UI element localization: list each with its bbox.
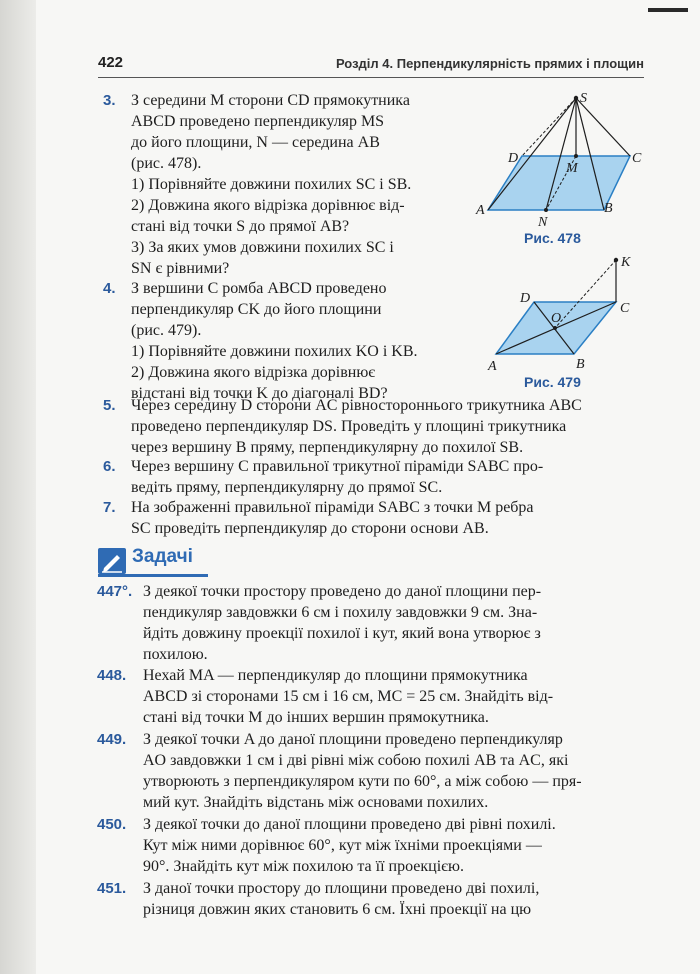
text-line: пендикуляр завдовжки 6 см і похилу завдовжки 9 см. Зна- — [143, 604, 538, 621]
task-number: 448. — [97, 667, 127, 684]
text-line: різниця довжин яких становить 6 см. Їхні проекції на цю — [143, 901, 532, 918]
figure-479-caption: Рис. 479 — [524, 374, 581, 390]
point-o — [553, 326, 557, 330]
text-line: 1) Порівняйте довжини похилих KO і KB. — [131, 343, 418, 360]
corner-mark — [648, 8, 688, 12]
point-m — [574, 154, 578, 158]
text-line: утворюють з перпендикуляром кути по 60°, а між собою — пря- — [143, 773, 582, 790]
question-4-text — [131, 278, 467, 404]
text-line: проведено перпендикуляр DS. Проведіть у площині трикутника — [131, 418, 567, 435]
text-line: відстані від точки K до діагоналі BD? — [131, 385, 388, 402]
figure-479-rhombus — [478, 250, 648, 378]
page-number: 422 — [98, 54, 124, 71]
text-line: Через середину D сторони AC рівностороннього трикутника ABC — [131, 397, 582, 414]
text-line: З деякої точки A до даної площини проведено перпендикуляр — [143, 731, 563, 748]
text-line: Через вершину C правильної трикутної піраміди SABC про- — [131, 458, 544, 475]
text-line: Кут між ними дорівнює 60°, кут між їхніми проекціями — — [143, 837, 542, 854]
label-c: C — [620, 301, 630, 316]
text-line: стані від точки S до прямої AB? — [131, 218, 350, 235]
text-line: ведіть пряму, перпендикулярну до прямої SC. — [131, 479, 443, 496]
text-line: ABCD зі сторонами 15 см і 16 см, MC = 25 см. Знайдіть від- — [143, 688, 554, 705]
point-k — [614, 258, 618, 262]
label-k: K — [621, 255, 631, 270]
tasks-title-underline — [98, 574, 208, 577]
task-number: 450. — [97, 816, 127, 833]
text-line: 2) Довжина якого відрізка дорівнює від- — [131, 197, 405, 214]
label-a: A — [488, 359, 497, 374]
edge-sc — [576, 98, 630, 156]
task-number: 447°. — [97, 583, 133, 600]
question-number: 7. — [103, 499, 116, 516]
task-450-text — [143, 814, 643, 877]
task-448-text — [143, 665, 643, 728]
text-line: 3) За яких умов довжини похилих SC і — [131, 239, 394, 256]
label-c: C — [632, 151, 642, 166]
text-line: З деякої точки простору проведено до даної площини пер- — [143, 583, 542, 600]
text-line: через вершину B пряму, перпендикулярну до похилої SB. — [131, 439, 524, 456]
label-s: S — [580, 91, 587, 106]
label-b: B — [576, 357, 585, 372]
label-m: M — [566, 161, 578, 176]
text-line: до його площини, N — середина AB — [131, 134, 380, 151]
text-line: мий кут. Знайдіть відстань між основами похилих. — [143, 794, 489, 811]
text-line: (рис. 478). — [131, 155, 202, 172]
text-line: йдіть довжину проекції похилої і кут, який вона утворює з — [143, 625, 541, 642]
task-number: 451. — [97, 880, 127, 897]
text-line: перпендикуляр CK до його площини — [131, 301, 382, 318]
text-line: SC проведіть перпендикуляр до сторони основи AB. — [131, 520, 489, 537]
text-line: 90°. Знайдіть кут між похилою та її проекцією. — [143, 858, 464, 875]
question-3-text — [131, 90, 467, 279]
task-451-text — [143, 878, 643, 920]
page-header — [98, 54, 644, 76]
question-number: 6. — [103, 458, 116, 475]
label-b: B — [604, 201, 613, 216]
text-line: ABCD проведено перпендикуляр MS — [131, 113, 385, 130]
task-449-text — [143, 729, 643, 813]
pencil-icon — [98, 548, 126, 574]
text-line: похилою. — [143, 646, 208, 663]
text-line: AO завдовжки 1 см і дві рівні між собою похилі AB та AC, які — [143, 752, 569, 769]
question-5-text — [131, 395, 645, 458]
tasks-title: Задачі — [132, 546, 193, 567]
task-447-text — [143, 581, 643, 665]
tasks-section-heading — [98, 546, 218, 576]
text-line: (рис. 479). — [131, 322, 202, 339]
question-7-text — [131, 497, 645, 539]
figure-478-caption: Рис. 478 — [524, 230, 581, 246]
question-number: 5. — [103, 397, 116, 414]
label-n: N — [538, 215, 548, 230]
header-rule — [98, 77, 644, 78]
text-line: З деякої точки до даної площини проведено дві рівні похилі. — [143, 816, 556, 833]
point-s — [574, 96, 578, 100]
label-a: A — [476, 203, 485, 218]
label-o: O — [551, 311, 562, 326]
text-line: SN є рівними? — [131, 260, 230, 277]
text-line: Нехай MA — перпендикуляр до площини прямокутника — [143, 667, 528, 684]
text-line: На зображенні правильної піраміди SABC з точки M ребра — [131, 499, 534, 516]
text-line: 2) Довжина якого відрізка дорівнює — [131, 364, 376, 381]
section-running-title: Розділ 4. Перпендикулярність прямих і площин — [335, 56, 644, 71]
page-gutter — [0, 0, 36, 974]
label-d: D — [508, 151, 519, 166]
question-6-text — [131, 456, 645, 498]
label-d: D — [520, 291, 531, 306]
point-n — [544, 208, 548, 212]
text-line: З середини M сторони CD прямокутника — [131, 92, 410, 109]
text-line: З даної точки простору до площини проведено дві похилі, — [143, 880, 540, 897]
task-number: 449. — [97, 731, 127, 748]
text-line: З вершини C ромба ABCD проведено — [131, 280, 387, 297]
question-number: 4. — [103, 280, 116, 297]
text-line: стані від точки M до інших вершин прямокутника. — [143, 709, 489, 726]
question-number: 3. — [103, 92, 116, 109]
text-line: 1) Порівняйте довжини похилих SC і SB. — [131, 176, 412, 193]
